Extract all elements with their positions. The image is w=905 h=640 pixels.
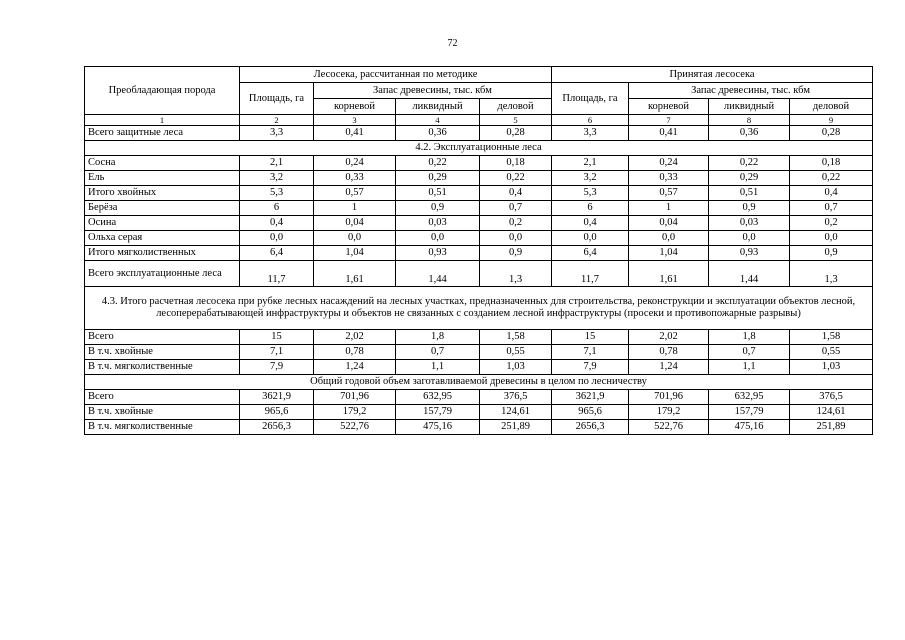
table-cell: 0,0 xyxy=(552,231,629,246)
table-cell: 0,41 xyxy=(314,126,396,141)
table-cell: 1,03 xyxy=(790,360,873,375)
row-label: В т.ч. мягколиственные xyxy=(85,360,240,375)
table-cell: 1,58 xyxy=(480,330,552,345)
table-cell: 0,51 xyxy=(396,186,480,201)
column-number: 3 xyxy=(314,115,396,126)
row-label: Сосна xyxy=(85,156,240,171)
table-cell: 11,7 xyxy=(240,261,314,287)
header-stock-accepted: Запас древесины, тыс. кбм xyxy=(629,83,873,99)
table-cell: 2,02 xyxy=(629,330,709,345)
column-number: 1 xyxy=(85,115,240,126)
table-row xyxy=(85,261,873,287)
table-cell: 2,1 xyxy=(240,156,314,171)
table-cell: 701,96 xyxy=(314,390,396,405)
table-cell: 1,61 xyxy=(629,261,709,287)
table-cell: 522,76 xyxy=(314,420,396,435)
table-cell: 157,79 xyxy=(709,405,790,420)
section-row xyxy=(85,375,873,390)
table-cell: 2,02 xyxy=(314,330,396,345)
table-cell: 0,0 xyxy=(396,231,480,246)
table-cell: 15 xyxy=(240,330,314,345)
table-row xyxy=(85,246,873,261)
table-cell: 376,5 xyxy=(790,390,873,405)
column-number: 7 xyxy=(629,115,709,126)
row-label: Всего xyxy=(85,390,240,405)
table-cell: 0,29 xyxy=(709,171,790,186)
table-cell: 632,95 xyxy=(709,390,790,405)
table-cell: 3,2 xyxy=(240,171,314,186)
column-number-row xyxy=(85,115,873,126)
table-cell: 0,57 xyxy=(629,186,709,201)
header-area-calculated: Площадь, га xyxy=(240,83,314,115)
table-cell: 1,3 xyxy=(790,261,873,287)
section-title: 4.3. Итого расчетная лесосека при рубке лесных насаждений на лесных участках, предназначенных для строительства, реконструкции и эксплуатации объектов лесной, лесоперерабатывающей инфраструктуры и объектов не связанных с созданием лесной инфраструктуры (просеки и противопожарные разрывы) xyxy=(85,287,873,330)
table-cell: 965,6 xyxy=(240,405,314,420)
table-cell: 0,93 xyxy=(709,246,790,261)
column-number: 5 xyxy=(480,115,552,126)
table-cell: 157,79 xyxy=(396,405,480,420)
header-area-accepted: Площадь, га xyxy=(552,83,629,115)
table-cell: 0,0 xyxy=(629,231,709,246)
table-cell: 7,1 xyxy=(240,345,314,360)
table-cell: 0,22 xyxy=(480,171,552,186)
table-cell: 0,24 xyxy=(314,156,396,171)
row-label: Итого хвойных xyxy=(85,186,240,201)
table-cell: 0,4 xyxy=(240,216,314,231)
table-cell: 0,4 xyxy=(552,216,629,231)
header-root-calculated: корневой xyxy=(314,99,396,115)
table-cell: 522,76 xyxy=(629,420,709,435)
header-breed: Преобладающая порода xyxy=(85,67,240,115)
table-cell: 2,1 xyxy=(552,156,629,171)
table-cell: 251,89 xyxy=(790,420,873,435)
table-cell: 0,4 xyxy=(790,186,873,201)
table-cell: 0,22 xyxy=(396,156,480,171)
column-number: 2 xyxy=(240,115,314,126)
table-cell: 7,1 xyxy=(552,345,629,360)
table-cell: 3621,9 xyxy=(240,390,314,405)
header-group-calculated: Лесосека, рассчитанная по методике xyxy=(240,67,552,83)
row-label: Берёза xyxy=(85,201,240,216)
table-row xyxy=(85,171,873,186)
table-cell: 0,2 xyxy=(790,216,873,231)
table-cell: 7,9 xyxy=(552,360,629,375)
table-cell: 0,2 xyxy=(480,216,552,231)
table-row xyxy=(85,231,873,246)
section-row xyxy=(85,141,873,156)
row-label: Осина xyxy=(85,216,240,231)
table-cell: 1,24 xyxy=(629,360,709,375)
row-label: В т.ч. мягколиственные xyxy=(85,420,240,435)
row-label: Ольха серая xyxy=(85,231,240,246)
row-label: В т.ч. хвойные xyxy=(85,345,240,360)
table-cell: 0,9 xyxy=(709,201,790,216)
table-row xyxy=(85,156,873,171)
table-cell: 1,24 xyxy=(314,360,396,375)
table-cell: 1,44 xyxy=(396,261,480,287)
row-label: Всего xyxy=(85,330,240,345)
header-group-accepted: Принятая лесосека xyxy=(552,67,873,83)
table-cell: 1,8 xyxy=(709,330,790,345)
table-cell: 5,3 xyxy=(552,186,629,201)
header-business-calculated: деловой xyxy=(480,99,552,115)
table-cell: 3621,9 xyxy=(552,390,629,405)
table-cell: 124,61 xyxy=(480,405,552,420)
table-cell: 0,0 xyxy=(314,231,396,246)
table-cell: 0,51 xyxy=(709,186,790,201)
column-number: 8 xyxy=(709,115,790,126)
table-cell: 0,4 xyxy=(480,186,552,201)
row-label: В т.ч. хвойные xyxy=(85,405,240,420)
table-cell: 1 xyxy=(629,201,709,216)
table-body xyxy=(85,67,873,435)
table-cell: 0,28 xyxy=(790,126,873,141)
table-cell: 2656,3 xyxy=(552,420,629,435)
table-cell: 0,33 xyxy=(629,171,709,186)
table-cell: 0,41 xyxy=(629,126,709,141)
header-row-1 xyxy=(85,67,873,83)
table-cell: 1,8 xyxy=(396,330,480,345)
row-label: Итого мягколиственных xyxy=(85,246,240,261)
table-cell: 0,04 xyxy=(314,216,396,231)
table-cell: 0,03 xyxy=(396,216,480,231)
table-cell: 1,3 xyxy=(480,261,552,287)
table-cell: 0,36 xyxy=(709,126,790,141)
table-cell: 0,18 xyxy=(790,156,873,171)
table-cell: 632,95 xyxy=(396,390,480,405)
row-label: Ель xyxy=(85,171,240,186)
table-cell: 0,24 xyxy=(629,156,709,171)
header-liquid-accepted: ликвидный xyxy=(709,99,790,115)
table-cell: 0,57 xyxy=(314,186,396,201)
table-cell: 1,44 xyxy=(709,261,790,287)
table-cell: 0,93 xyxy=(396,246,480,261)
table-cell: 475,16 xyxy=(396,420,480,435)
table-cell: 1 xyxy=(314,201,396,216)
table-cell: 1,61 xyxy=(314,261,396,287)
table-cell: 0,36 xyxy=(396,126,480,141)
table-cell: 1,1 xyxy=(396,360,480,375)
table-cell: 179,2 xyxy=(314,405,396,420)
table-cell: 0,55 xyxy=(790,345,873,360)
table-cell: 7,9 xyxy=(240,360,314,375)
table-cell: 251,89 xyxy=(480,420,552,435)
column-number: 4 xyxy=(396,115,480,126)
section-title: Общий годовой объем заготавливаемой древесины в целом по лесничеству xyxy=(85,375,873,390)
header-root-accepted: корневой xyxy=(629,99,709,115)
table-cell: 0,04 xyxy=(629,216,709,231)
table-cell: 15 xyxy=(552,330,629,345)
header-liquid-calculated: ликвидный xyxy=(396,99,480,115)
table-cell: 0,78 xyxy=(629,345,709,360)
table-cell: 0,03 xyxy=(709,216,790,231)
table-row xyxy=(85,390,873,405)
section-title: 4.2. Эксплуатационные леса xyxy=(85,141,873,156)
table-cell: 5,3 xyxy=(240,186,314,201)
table-row xyxy=(85,360,873,375)
table-cell: 3,3 xyxy=(552,126,629,141)
table-cell: 376,5 xyxy=(480,390,552,405)
table-row xyxy=(85,405,873,420)
logging-volume-table xyxy=(84,66,873,435)
table-cell: 6,4 xyxy=(240,246,314,261)
table-cell: 0,0 xyxy=(480,231,552,246)
table-cell: 0,9 xyxy=(480,246,552,261)
table-cell: 0,28 xyxy=(480,126,552,141)
table-cell: 0,78 xyxy=(314,345,396,360)
column-number: 9 xyxy=(790,115,873,126)
table-cell: 0,22 xyxy=(790,171,873,186)
table-cell: 0,7 xyxy=(480,201,552,216)
table-cell: 0,7 xyxy=(709,345,790,360)
table-cell: 0,18 xyxy=(480,156,552,171)
table-row xyxy=(85,186,873,201)
table-cell: 0,9 xyxy=(790,246,873,261)
table-cell: 124,61 xyxy=(790,405,873,420)
table-cell: 0,33 xyxy=(314,171,396,186)
table-cell: 6 xyxy=(240,201,314,216)
table-cell: 0,55 xyxy=(480,345,552,360)
table-cell: 0,0 xyxy=(240,231,314,246)
table-cell: 2656,3 xyxy=(240,420,314,435)
header-stock-calculated: Запас древесины, тыс. кбм xyxy=(314,83,552,99)
header-business-accepted: деловой xyxy=(790,99,873,115)
table-cell: 0,7 xyxy=(396,345,480,360)
column-number: 6 xyxy=(552,115,629,126)
table-cell: 1,1 xyxy=(709,360,790,375)
table-cell: 0,22 xyxy=(709,156,790,171)
row-label: Всего эксплуатационные леса xyxy=(85,261,240,287)
table-cell: 701,96 xyxy=(629,390,709,405)
row-label: Всего защитные леса xyxy=(85,126,240,141)
section-row xyxy=(85,287,873,330)
table-row xyxy=(85,330,873,345)
table-cell: 6 xyxy=(552,201,629,216)
table-row xyxy=(85,420,873,435)
table-row xyxy=(85,126,873,141)
table-row xyxy=(85,345,873,360)
table-cell: 965,6 xyxy=(552,405,629,420)
table-cell: 3,2 xyxy=(552,171,629,186)
table-cell: 1,03 xyxy=(480,360,552,375)
table-row xyxy=(85,201,873,216)
table-cell: 0,7 xyxy=(790,201,873,216)
table-row xyxy=(85,216,873,231)
table-cell: 0,9 xyxy=(396,201,480,216)
table-cell: 0,0 xyxy=(709,231,790,246)
table-cell: 3,3 xyxy=(240,126,314,141)
table-cell: 0,29 xyxy=(396,171,480,186)
table-cell: 475,16 xyxy=(709,420,790,435)
table-cell: 1,04 xyxy=(314,246,396,261)
table-cell: 1,04 xyxy=(629,246,709,261)
table-cell: 1,58 xyxy=(790,330,873,345)
table-cell: 6,4 xyxy=(552,246,629,261)
table-cell: 179,2 xyxy=(629,405,709,420)
table-cell: 0,0 xyxy=(790,231,873,246)
table-cell: 11,7 xyxy=(552,261,629,287)
page-number: 72 xyxy=(447,38,458,49)
